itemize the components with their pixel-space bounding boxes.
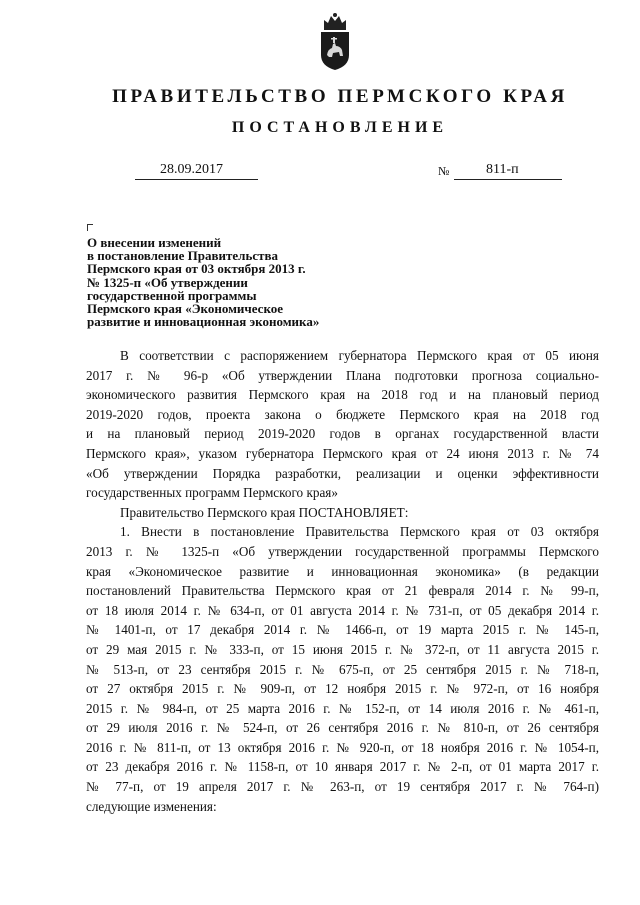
- subject-line: в постановление Правительства: [87, 248, 279, 264]
- body-line: 2013 г. № 1325-п «Об утверждении государственной программы Пермского: [86, 543, 599, 559]
- body-line: от 27 октября 2015 г. № 909-п, от 12 ноября 2015 г. № 972-п, от 16 ноября: [86, 681, 599, 697]
- body-line: от 29 июля 2016 г. № 524-п, от 26 сентября 2016 г. № 810-п, от 26 сентября: [86, 720, 599, 736]
- body-line: 2019-2020 годов, проекта закона о бюджете Пермского края на 2018 год: [86, 406, 599, 422]
- document-subject: [87, 236, 407, 328]
- document-date: 28.09.2017: [160, 162, 223, 177]
- body-line: от 29 мая 2015 г. № 333-п, от 15 июня 2015 г. № 372-п, от 11 августа 2015 г.: [86, 641, 599, 657]
- body-line: «Об утверждении Порядка разработки, реализации и оценки эффективности: [86, 465, 599, 481]
- subject-line: Пермского края «Экономическое: [87, 301, 284, 317]
- document-type-title: ПОСТАНОВЛЕНИЕ: [231, 119, 449, 136]
- body-line: следующие изменения:: [86, 798, 217, 814]
- subject-line: государственной программы: [87, 287, 257, 303]
- body-line: № 1401-п, от 17 декабря 2014 г. № 1466-п, от 19 марта 2015 г. № 145-п,: [86, 622, 599, 638]
- body-line: экономического развития Пермского края на 2018 год и на плановый период: [86, 387, 599, 403]
- body-line: государственных программ Пермского края»: [86, 485, 338, 501]
- body-line: от 18 июля 2014 г. № 634-п, от 01 августа 2014 г. № 731-п, от 05 декабря 2014 г.: [86, 602, 599, 618]
- document-number: 811-п: [486, 162, 519, 177]
- body-line: 2017 г. № 96-р «Об утверждении Плана подготовки прогноза социально-: [86, 367, 599, 383]
- document-body: [86, 346, 599, 816]
- body-line: постановлений Правительства Пермского края от 21 февраля 2014 г. № 99-п,: [86, 583, 599, 599]
- body-line: № 77-п, от 19 апреля 2017 г. № 263-п, от 19 сентября 2017 г. № 764-п): [86, 779, 599, 795]
- government-title: ПРАВИТЕЛЬСТВО ПЕРМСКОГО КРАЯ: [112, 86, 568, 107]
- body-line: Пермского края», указом губернатора Пермского края от 24 июня 2013 г. № 74: [86, 445, 599, 461]
- body-line: края «Экономическое развитие и инновационная экономика» (в редакции: [86, 563, 599, 579]
- body-line: 2016 г. № 811-п, от 13 октября 2016 г. № 920-п, от 18 ноября 2016 г. № 1054-п,: [86, 739, 599, 755]
- number-field: [454, 162, 562, 180]
- perm-krai-coat-of-arms-icon: [318, 11, 352, 71]
- subject-line: развитие и инновационная экономика»: [87, 314, 320, 330]
- body-line: № 513-п, от 23 сентября 2015 г. № 675-п, от 25 сентября 2015 г. № 718-п,: [86, 661, 599, 677]
- body-line: 2015 г. № 984-п, от 25 марта 2016 г. № 152-п, от 14 июля 2016 г. № 461-п,: [86, 700, 599, 716]
- body-line: 1. Внести в постановление Правительства Пермского края от 03 октября: [120, 524, 599, 540]
- subject-line: Пермского края от 03 октября 2013 г.: [87, 261, 306, 277]
- body-line: В соответствии с распоряжением губернатора Пермского края от 05 июня: [120, 348, 599, 363]
- subject-line: № 1325-п «Об утверждении: [87, 274, 248, 290]
- body-line: от 23 декабря 2016 г. № 1158-п, от 10 января 2017 г. № 2-п, от 01 марта 2017 г.: [86, 759, 599, 775]
- body-line: Правительство Пермского края ПОСТАНОВЛЯЕТ:: [120, 504, 409, 520]
- date-field: [135, 162, 258, 180]
- number-label: №: [438, 164, 450, 178]
- body-line: и на плановый период 2019-2020 годов в органах государственной власти: [86, 426, 599, 442]
- subject-corner-mark: [87, 224, 93, 231]
- subject-line: О внесении изменений: [87, 235, 222, 250]
